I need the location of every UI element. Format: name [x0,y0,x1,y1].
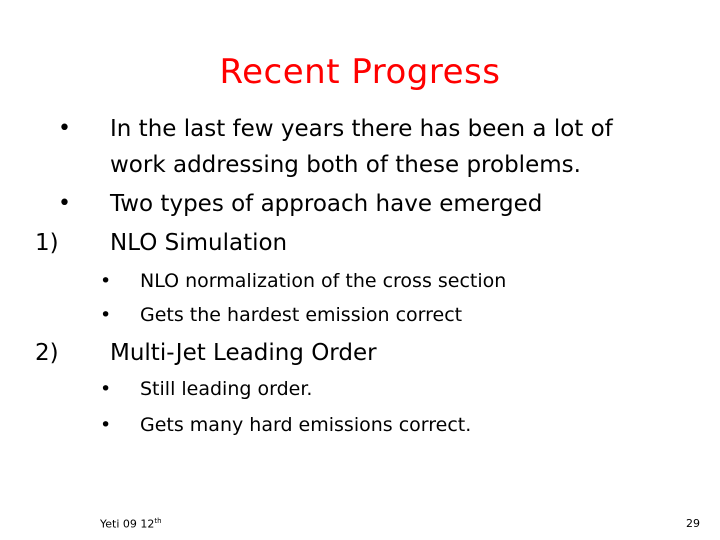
item-1-text: NLO Simulation [110,230,288,256]
bullet-marker: • [58,191,71,216]
item-2-text: Multi-Jet Leading Order [110,340,377,366]
sub-bullet-marker: • [100,378,112,400]
item-1-sub-2: Gets the hardest emission correct [140,304,463,326]
bullet-1-line-1: In the last few years there has been a lot of [110,116,613,142]
footer-date-suffix: th [154,517,162,525]
footer-date-text: Yeti 09 12 [100,517,155,531]
sub-bullet-marker: • [100,270,112,292]
sub-bullet-marker: • [100,304,112,326]
footer-date [100,517,162,531]
bullet-1-line-2: work addressing both of these problems. [110,152,581,178]
bullet-marker: • [58,116,71,141]
sub-bullet-marker: • [100,414,112,436]
page-number: 29 [686,517,700,530]
item-2-sub-2: Gets many hard emissions correct. [140,414,472,436]
item-2-number: 2) [35,340,59,366]
item-2-sub-1: Still leading order. [140,378,313,400]
bullet-2-text: Two types of approach have emerged [110,191,543,217]
slide-title: Recent Progress [219,52,501,92]
item-1-number: 1) [35,230,59,256]
item-1-sub-1: NLO normalization of the cross section [140,270,507,292]
